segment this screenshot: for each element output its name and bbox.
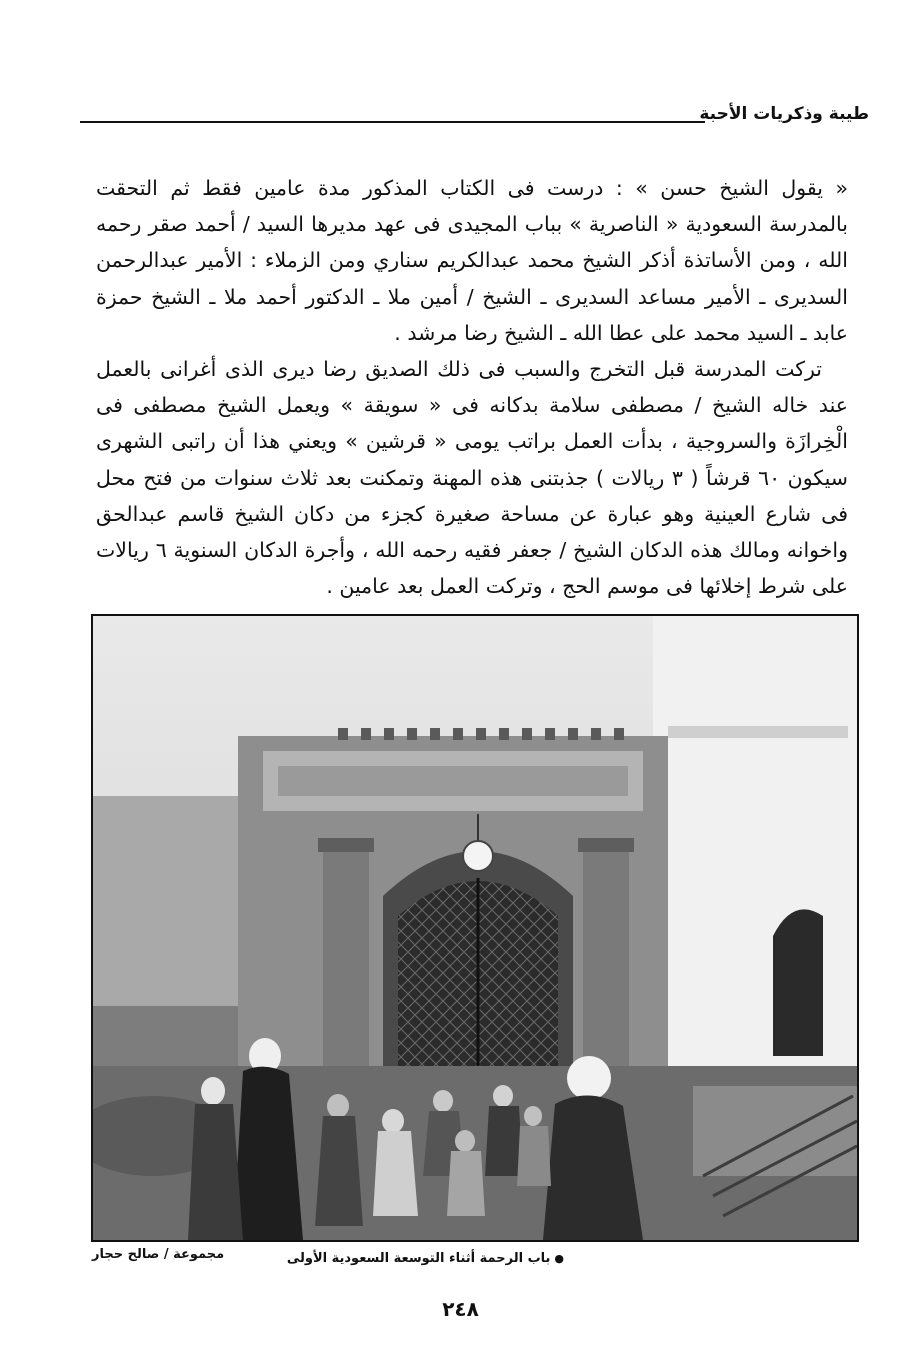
header-rule bbox=[80, 121, 705, 123]
paragraph-2: تركت المدرسة قبل التخرج والسبب فى ذلك الصديق رضا ديرى الذى أغرانى بالعمل عند خاله الشيخ / مصطفى سلامة بدكانه فى « سويقة » ويعمل الشيخ مصطفى فى الْخِرازَة والسروجية ، بدأت العمل براتب يومى « قرشين » ويعني هذا أن راتبى الشهرى سيكون ٦٠ قرشاً ( ٣ ريالات ) جذبتنى هذه المهنة وتمكنت بعد ثلاث سنوات من فتح محل فى شارع العينية وهو عبارة عن مساحة صغيرة كجزء من دكان الشيخ قاسم عبدالحق واخوانه ومالك هذه الدكان الشيخ / جعفر فقيه رحمه الله ، وأجرة الدكان السنوية ٦ ريالات على شرط إخلائها فى موسم الحج ، وتركت العمل بعد عامين . bbox=[96, 357, 849, 599]
bullet-icon: ● bbox=[554, 1252, 564, 1265]
photo-credit: مجموعة / صالح حجار bbox=[92, 1247, 225, 1262]
gate-photograph bbox=[91, 614, 859, 1242]
page-number: ٢٤٨ bbox=[442, 1297, 479, 1321]
body-text bbox=[96, 170, 848, 604]
photo-caption bbox=[287, 1251, 564, 1266]
running-header-title: طيبة وذكريات الأحبة bbox=[699, 104, 869, 124]
photo-caption-text: باب الرحمة أثناء التوسعة السعودية الأولى bbox=[286, 1251, 551, 1266]
paragraph-1: « يقول الشيخ حسن » : درست فى الكتاب المذكور مدة عامين فقط ثم التحقت بالمدرسة السعودية « الناصرية » بباب المجيدى فى عهد مديرها السيد / أحمد صقر رحمه الله ، ومن الأساتذة أذكر الشيخ محمد عبدالكريم سناري ومن الزملاء : الأمير عبدالرحمن السديرى ـ الأمير مساعد السديرى ـ الشيخ / أمين ملا ـ الدكتور أحمد ملا ـ الشيخ حمزة عابد ـ السيد محمد على عطا الله ـ الشيخ رضا مرشد . bbox=[96, 176, 848, 345]
gate-photo-image bbox=[93, 616, 857, 1240]
